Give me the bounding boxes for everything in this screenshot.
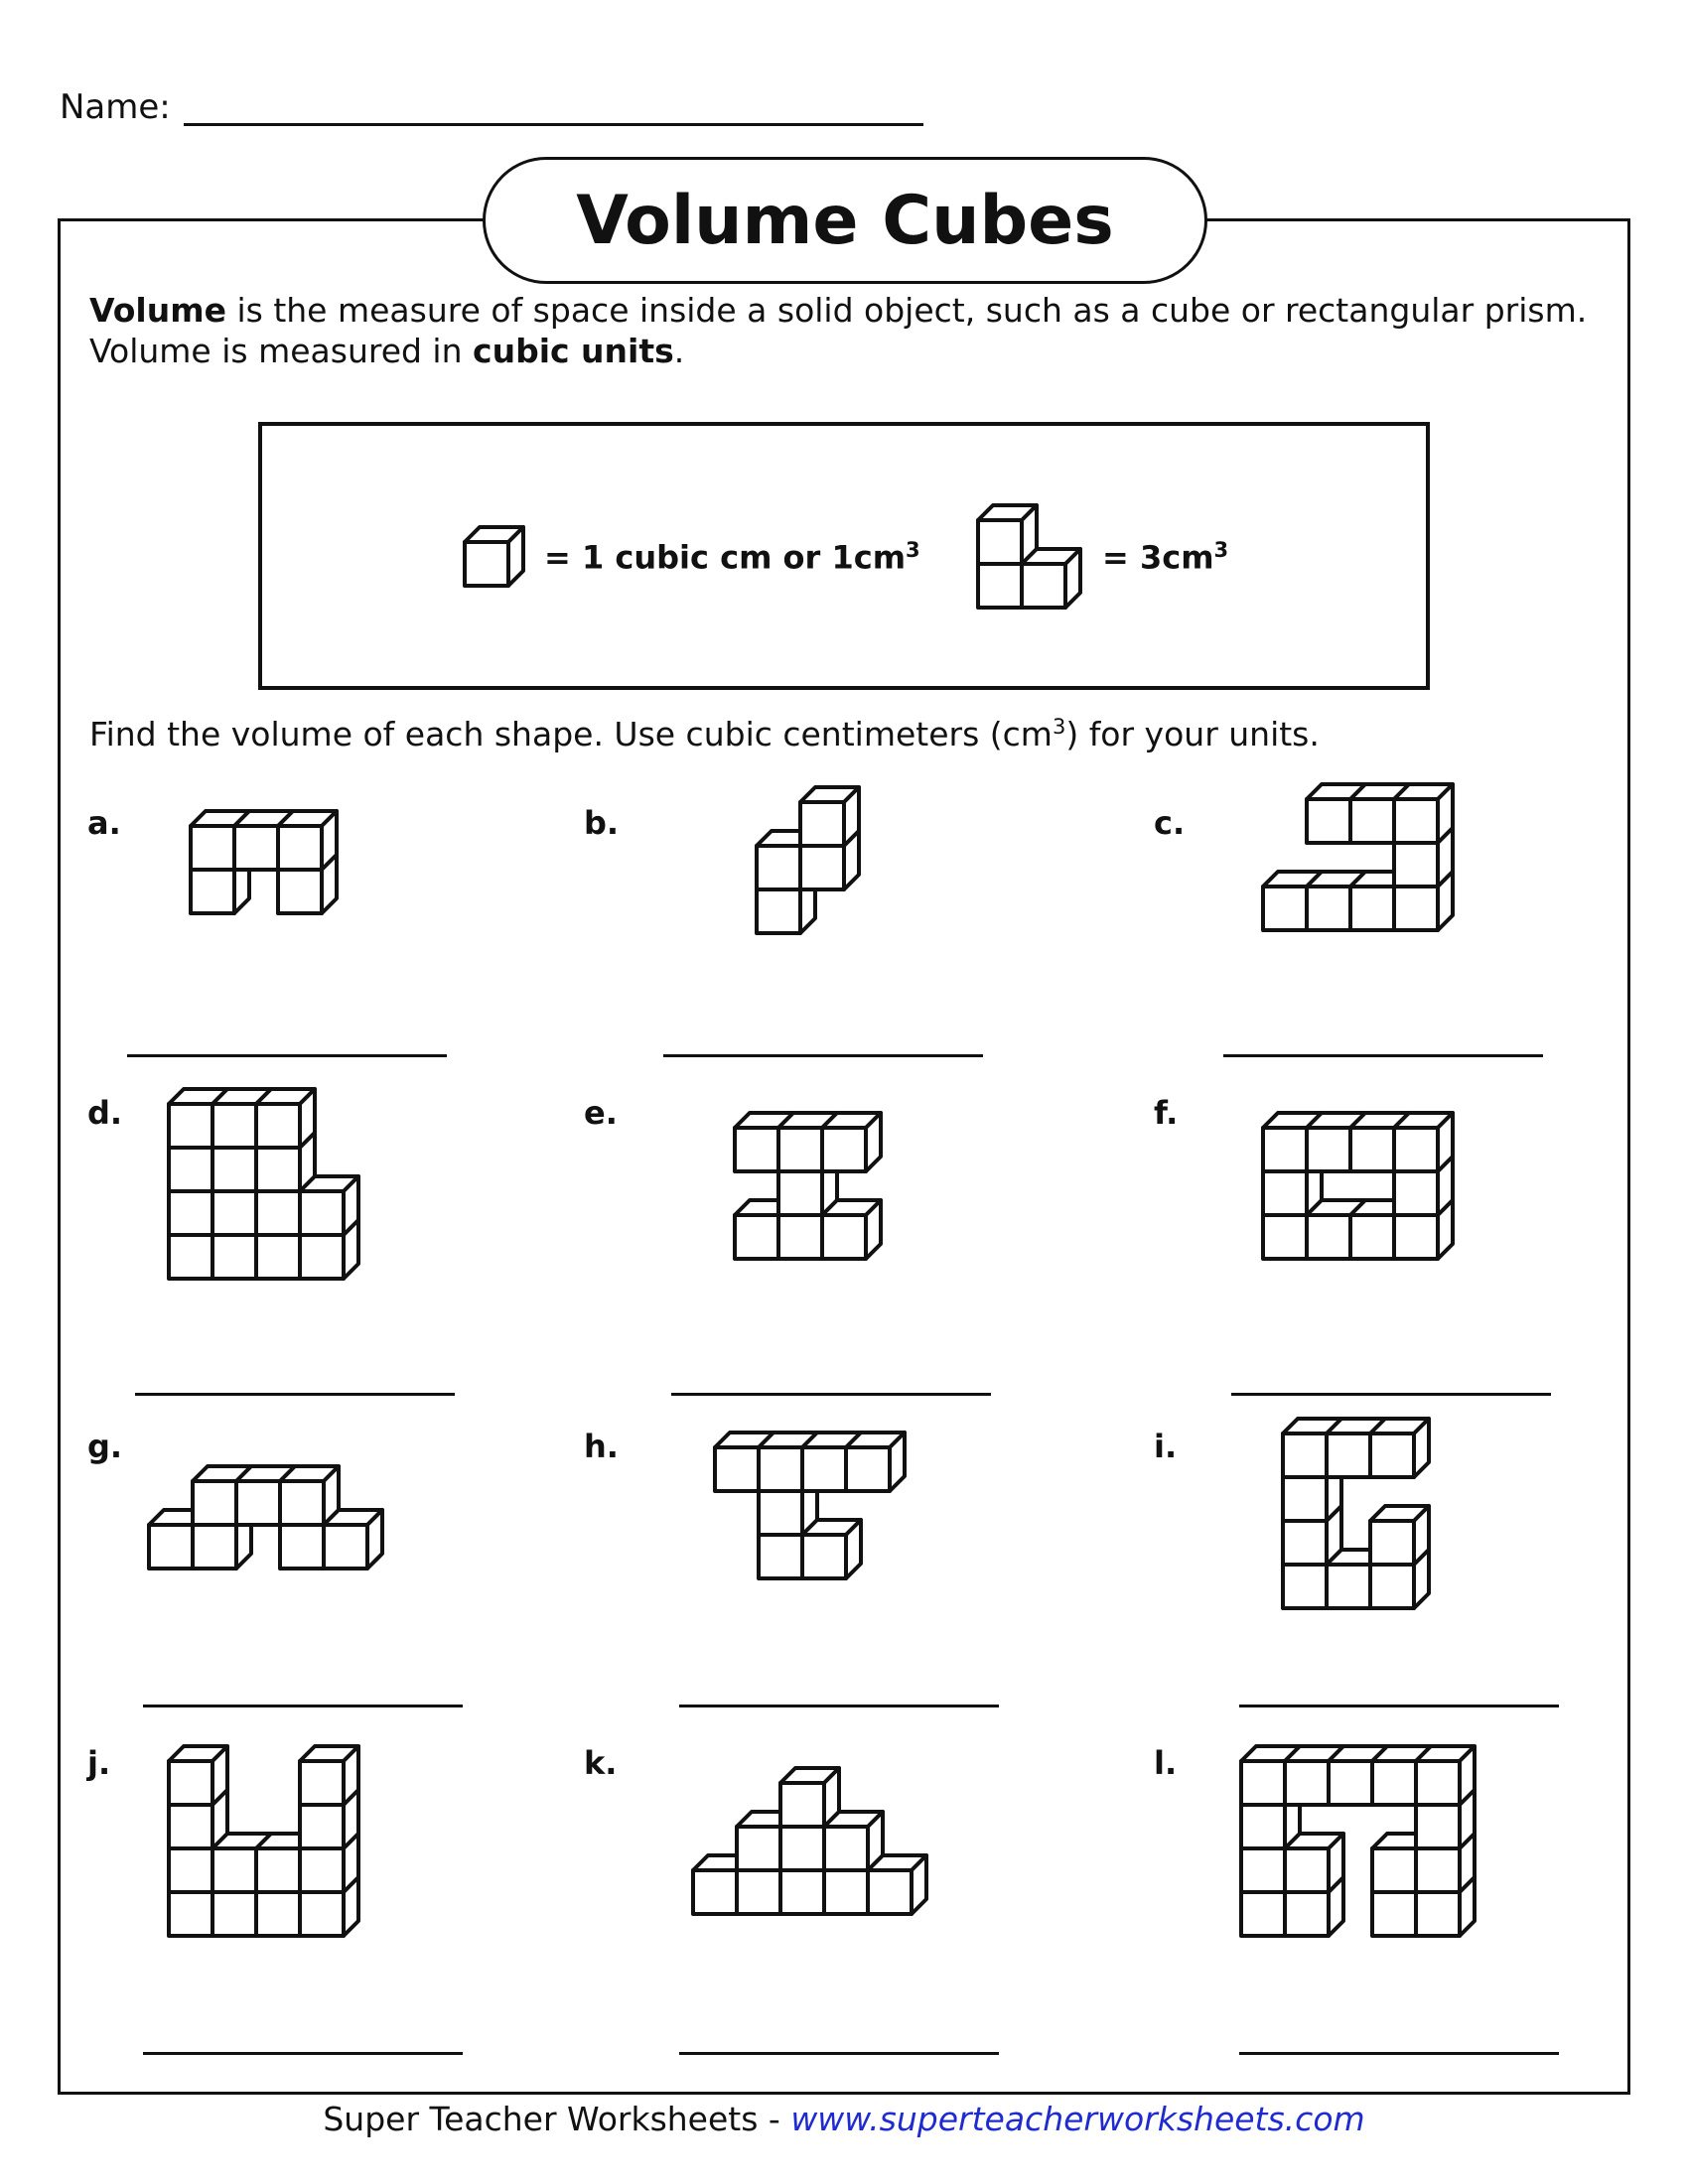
shape-d-cube-front [169,1235,212,1279]
shape-e-cube-front [778,1215,822,1259]
shape-h-cube-front [802,1535,846,1578]
shape-i-cube-front [1283,1477,1327,1521]
shape-j-cube-front [169,1892,212,1936]
shape-g-cube-front [193,1481,236,1525]
footer-url[interactable]: www.superteacherworksheets.com [790,2100,1365,2138]
instructions-exponent: 3 [1052,715,1066,739]
shape-i-cube-front [1327,1433,1370,1477]
problem-label-e: e. [584,1094,618,1132]
shape-l-cube-front [1241,1761,1285,1805]
shape-g-cube-front [149,1525,193,1569]
shape-c-cube-front [1394,799,1438,843]
shape-k-cube-front [780,1870,824,1914]
problem-label-g: g. [87,1428,123,1465]
shape-k-cube-front [693,1870,737,1914]
problem-label-i: i. [1154,1428,1178,1465]
shape-i-cube-front [1327,1565,1370,1608]
shape-l-cube-front [1329,1761,1372,1805]
key-single-cube-cube-front [465,542,508,586]
shape-j-cube-front [212,1848,256,1892]
shape-d-cube-front [212,1104,256,1148]
shape-d-cube-front [212,1235,256,1279]
worksheet-title: Volume Cubes [483,157,1207,284]
shape-f-cube-front [1307,1215,1350,1259]
footer-brand: Super Teacher Worksheets - [323,2100,791,2138]
problem-label-k: k. [584,1744,618,1782]
instructions-after: ) for your units. [1065,715,1320,753]
problem-label-a: a. [87,804,121,842]
shape-h-cube-front [715,1447,759,1491]
shape-g-cube-front [324,1525,367,1569]
shape-i-cube-front [1283,1565,1327,1608]
shape-g-cube-front [236,1481,280,1525]
shape-k-cube-front [868,1870,912,1914]
problem-label-b: b. [584,804,620,842]
shape-h-cube-front [846,1447,890,1491]
shape-f-cube-front [1263,1128,1307,1171]
footer [0,2100,1688,2138]
shape-d-cube-front [256,1235,300,1279]
shape-j-cube-front [300,1848,344,1892]
shape-d-cube-front [169,1104,212,1148]
key-three-cubes-cube-front [978,520,1022,564]
shape-k-cube-front [737,1870,780,1914]
shape-k-cube-front [824,1870,868,1914]
shape-c-cube-front [1394,887,1438,930]
shape-c-cube-front [1350,887,1394,930]
instructions-before: Find the volume of each shape. Use cubic centimeters (cm [89,715,1053,753]
shape-l-cube-front [1372,1848,1416,1892]
shape-f-cube-front [1350,1128,1394,1171]
shape-j-cube-front [256,1892,300,1936]
shape-d-cube-front [256,1148,300,1191]
shape-a-cube-front [191,870,234,913]
shape-h-cube-front [802,1447,846,1491]
problem-label-j: j. [87,1744,111,1782]
shape-k-cube-front [780,1827,824,1870]
shape-i-cube-front [1370,1521,1414,1565]
shape-c-cube-front [1350,799,1394,843]
problem-label-l: l. [1154,1744,1178,1782]
shape-l-cube-front [1285,1892,1329,1936]
shape-d-cube-front [212,1191,256,1235]
intro-term-volume: Volume [89,291,226,330]
shape-e-cube-front [735,1215,778,1259]
shape-c-cube-front [1307,887,1350,930]
shape-j-cube-front [169,1848,212,1892]
shape-l-cube-front [1241,1892,1285,1936]
shape-d-cube-front [169,1191,212,1235]
shape-a-cube-front [191,826,234,870]
shape-l-cube-front [1285,1761,1329,1805]
key-three-cubes-cube-front [1022,564,1065,608]
intro-term-cubic-units: cubic units [473,332,674,370]
shape-l-cube-front [1241,1848,1285,1892]
shape-k-cube-front [780,1783,824,1827]
shape-e-cube-front [778,1128,822,1171]
shape-l-cube-front [1416,1892,1460,1936]
key-group-label: = 3cm [1102,538,1214,577]
shape-g-cube-front [193,1525,236,1569]
shape-l-cube-front [1372,1761,1416,1805]
intro-text-1: is the measure of space inside a solid object, such as a cube or rectangular prism. [225,291,1588,330]
shape-b-cube-front [757,889,800,933]
shape-f-cube-front [1394,1171,1438,1215]
shape-b-cube-front [757,846,800,889]
shape-i-cube-front [1370,1433,1414,1477]
problem-label-h: h. [584,1428,619,1465]
problem-label-c: c. [1154,804,1186,842]
shape-i-cube-front [1283,1433,1327,1477]
shape-k-cube-front [737,1827,780,1870]
shape-e-cube-front [822,1128,866,1171]
shape-l-cube-front [1285,1848,1329,1892]
shape-a-cube-front [278,870,322,913]
key-group-exponent: 3 [1213,538,1229,562]
shape-f-cube-front [1394,1215,1438,1259]
key-single-exponent: 3 [906,538,920,562]
shape-j-cube-front [212,1892,256,1936]
intro-text-2: Volume is measured in [89,332,474,370]
shape-d-cube-front [256,1191,300,1235]
shape-h-cube-front [759,1447,802,1491]
shape-c-cube-front [1394,843,1438,887]
shape-l-cube-front [1416,1805,1460,1848]
shape-j-cube-front [300,1892,344,1936]
shape-j-cube-front [300,1761,344,1805]
shape-g-cube-front [280,1525,324,1569]
shape-l-cube-front [1372,1892,1416,1936]
shape-l-cube-front [1416,1761,1460,1805]
key-single-label: = 1 cubic cm or 1cm [544,538,907,577]
shape-a-cube-front [278,826,322,870]
name-label: Name: [60,87,171,127]
shape-b-cube-front [800,802,844,846]
shape-h-cube-front [759,1491,802,1535]
shape-j-cube-front [256,1848,300,1892]
key-three-cubes-cube-front [978,564,1022,608]
shape-d-cube-front [300,1235,344,1279]
intro-text-3: . [673,332,685,370]
shape-d-cube-front [169,1148,212,1191]
shape-l-cube-front [1241,1805,1285,1848]
shape-c-cube-front [1307,799,1350,843]
shape-e-cube-front [735,1128,778,1171]
problem-label-d: d. [87,1094,123,1132]
shape-e-cube-front [822,1215,866,1259]
shape-d-cube-front [300,1191,344,1235]
shape-c-cube-front [1263,887,1307,930]
shape-d-cube-front [212,1148,256,1191]
shape-a-cube-front [234,826,278,870]
shape-h-cube-front [759,1535,802,1578]
problem-label-f: f. [1154,1094,1179,1132]
shape-d-cube-front [256,1104,300,1148]
shape-i-cube-front [1370,1565,1414,1608]
shape-f-cube-front [1307,1128,1350,1171]
shape-j-cube-front [169,1805,212,1848]
shape-j-cube-front [169,1761,212,1805]
shape-e-cube-front [778,1171,822,1215]
shape-i-cube-front [1283,1521,1327,1565]
shape-l-cube-front [1416,1848,1460,1892]
shape-f-cube-front [1394,1128,1438,1171]
shape-j-cube-front [300,1805,344,1848]
shape-f-cube-front [1263,1171,1307,1215]
shape-f-cube-front [1263,1215,1307,1259]
shape-g-cube-front [280,1481,324,1525]
shape-k-cube-front [824,1827,868,1870]
shape-f-cube-front [1350,1215,1394,1259]
shape-b-cube-front [800,846,844,889]
